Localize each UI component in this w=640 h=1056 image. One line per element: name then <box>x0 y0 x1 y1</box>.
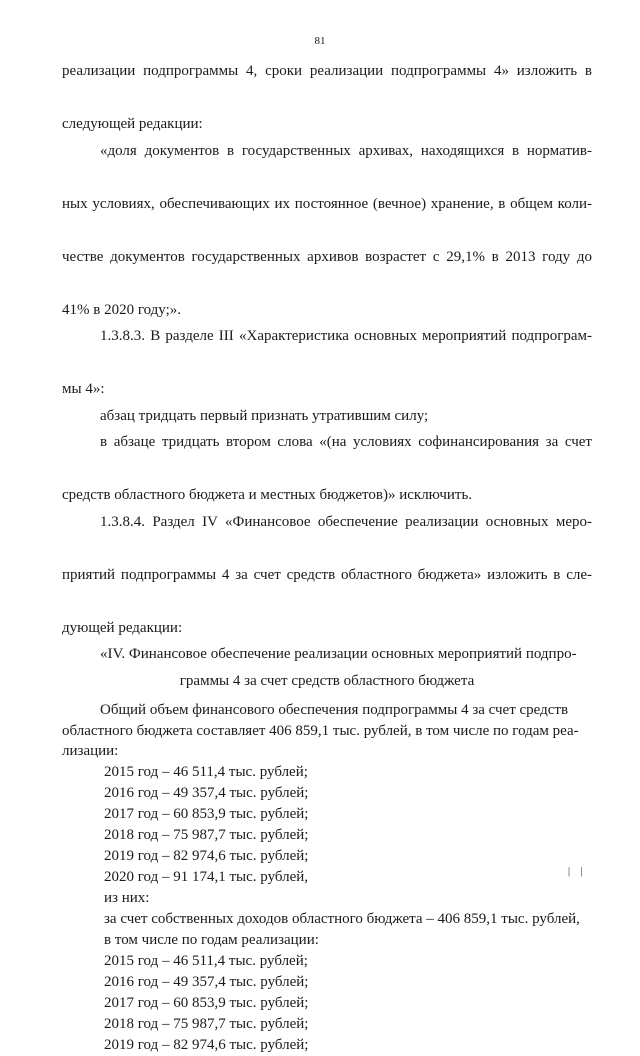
paragraph-line: ных условиях, обеспечивающих их постоянное (вечное) хранение, в общем коли- <box>62 195 592 212</box>
paragraph-line: средств областного бюджета и местных бюджетов)» исключить. <box>62 487 473 503</box>
list-item: 2019 год – 82 974,6 тыс. рублей; <box>104 847 309 864</box>
list-item: 2020 год – 91 174,1 тыс. рублей, <box>104 868 309 885</box>
list-item: из них: <box>104 889 150 906</box>
paragraph-line: «доля документов в государственных архивах, находящихся в норматив- <box>100 142 592 159</box>
paragraph-line: мы 4»: <box>62 381 105 397</box>
paragraph-line: реализации подпрограммы 4, сроки реализации подпрограммы 4» изложить в <box>62 63 592 79</box>
budget-intro-line: Общий объем финансового обеспечения подпрограммы 4 за счет средств <box>100 702 569 718</box>
paragraph-line: в абзаце тридцать втором слова «(на условиях софинансирования за счет <box>100 434 592 450</box>
paragraph-line: абзац тридцать первый признать утратившим силу; <box>100 407 429 424</box>
list-item: 2015 год – 46 511,4 тыс. рублей; <box>104 763 308 780</box>
list-item: 2019 год – 82 974,6 тыс. рублей; <box>104 1036 309 1053</box>
section-title-line-2: граммы 4 за счет средств областного бюджета <box>179 672 475 689</box>
paragraph-line: следующей редакции: <box>62 116 203 132</box>
document-body <box>62 58 592 1056</box>
list-item: 2015 год – 46 511,4 тыс. рублей; <box>104 952 308 969</box>
years-total-list <box>62 762 592 1056</box>
list-item: 2017 год – 60 853,9 тыс. рублей; <box>104 994 309 1011</box>
paragraph-line: 1.3.8.4. Раздел IV «Финансовое обеспечение реализации основных меро- <box>100 513 592 530</box>
list-item: в том числе по годам реализации: <box>104 931 319 948</box>
list-item: за счет собственных доходов областного бюджета – 406 859,1 тыс. рублей, <box>104 910 580 927</box>
budget-intro-line: областного бюджета составляет 406 859,1 тыс. рублей, в том числе по годам реа- <box>62 722 579 739</box>
section-title-line-1: «IV. Финансовое обеспечение реализации основных мероприятий подпро- <box>100 646 577 662</box>
paragraph-line: приятий подпрограммы 4 за счет средств областного бюджета» изложить в сле- <box>62 566 592 583</box>
list-item: 2017 год – 60 853,9 тыс. рублей; <box>104 805 309 822</box>
budget-intro-line: лизации: <box>62 743 119 759</box>
paragraph-line: 1.3.8.3. В разделе III «Характеристика основных мероприятий подпрограм- <box>100 328 592 344</box>
paragraph-line: дующей редакции: <box>62 619 183 636</box>
list-item: 2016 год – 49 357,4 тыс. рублей; <box>104 784 309 801</box>
paragraph-line: 41% в 2020 году;». <box>62 301 182 318</box>
list-item: 2016 год – 49 357,4 тыс. рублей; <box>104 973 309 990</box>
page-number: 81 <box>314 35 326 47</box>
footer-mark: | | <box>568 866 587 877</box>
paragraph-line: честве документов государственных архивов возрастет с 29,1% в 2013 году до <box>62 248 592 265</box>
list-item: 2018 год – 75 987,7 тыс. рублей; <box>104 1015 309 1032</box>
list-item: 2018 год – 75 987,7 тыс. рублей; <box>104 826 309 843</box>
